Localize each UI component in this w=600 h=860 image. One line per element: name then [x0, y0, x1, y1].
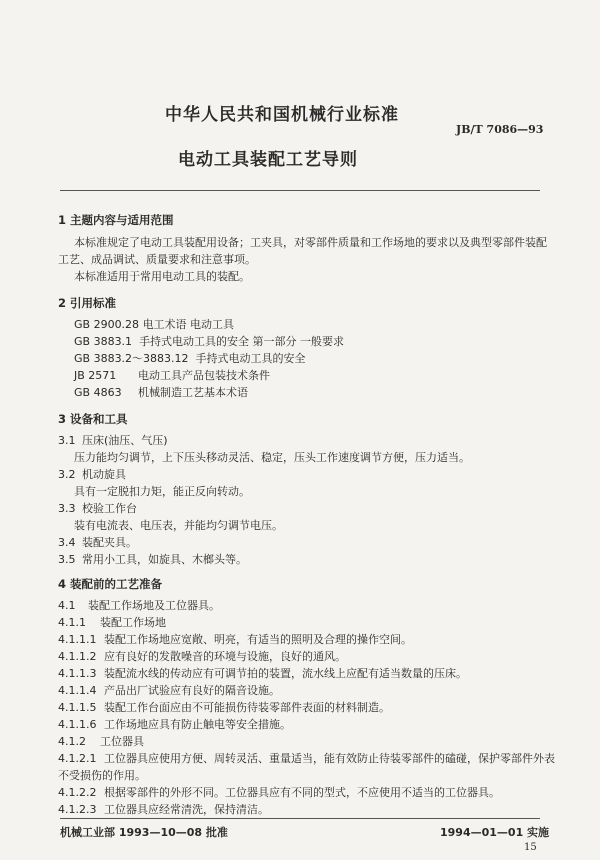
clause-4-1-1-5: 4.1.1.5 装配工作台面应由不可能损伤待装零部件表面的材料制造。 — [58, 701, 390, 714]
clause-3-4: 3.4 装配夹具。 — [58, 536, 137, 549]
clause-3-1-body: 压力能均匀调节，上下压头移动灵活、稳定，压头工作速度调节方便，压力适当。 — [74, 451, 470, 464]
clause-4-1-1-3: 4.1.1.3 装配流水线的传动应有可调节拍的装置，流水线上应配有适当数量的压床。 — [58, 667, 467, 680]
section-4-heading: 4 装配前的工艺准备 — [58, 577, 163, 591]
clause-4-1-2-1-cont: 不受损伤的作用。 — [58, 769, 146, 782]
clause-4-1-2: 4.1.2 工位器具 — [58, 735, 144, 748]
section-1-paragraph-1b: 工艺、成品调试、质量要求和注意事项。 — [58, 253, 256, 266]
clause-3-3-body: 装有电流表、电压表，并能均匀调节电压。 — [74, 519, 283, 532]
header-rule — [60, 190, 540, 191]
footer-rule — [60, 818, 540, 819]
clause-3-2: 3.2 机动旋具 — [58, 468, 126, 481]
reference-item: GB 3883.1 手持式电动工具的安全 第一部分 一般要求 — [74, 335, 345, 348]
section-2-heading: 2 引用标准 — [58, 296, 117, 310]
clause-4-1-1-4: 4.1.1.4 产品出厂试验应有良好的隔音设施。 — [58, 684, 280, 697]
clause-3-2-body: 具有一定脱扣力矩，能正反向转动。 — [74, 485, 250, 498]
clause-4-1-2-1: 4.1.2.1 工位器具应使用方便、周转灵活、重量适当，能有效防止待装零部件的磕碰，保护零部件外表 — [58, 752, 555, 765]
clause-3-3: 3.3 校验工作台 — [58, 502, 137, 515]
reference-item: JB 2571 电动工具产品包装技术条件 — [74, 369, 270, 382]
clause-4-1-1: 4.1.1 装配工作场地 — [58, 616, 166, 629]
document-title: 电动工具装配工艺导则 — [178, 150, 358, 170]
section-1-paragraph-2: 本标准适用于常用电动工具的装配。 — [74, 270, 250, 283]
reference-item: GB 3883.2～3883.12 手持式电动工具的安全 — [74, 352, 306, 365]
section-1-heading: 1 主题内容与适用范围 — [58, 213, 174, 227]
standard-code: JB/T 7086—93 — [456, 123, 544, 136]
effective-date: 1994—01—01 实施 — [440, 826, 550, 839]
section-3-heading: 3 设备和工具 — [58, 412, 128, 426]
clause-4-1: 4.1 装配工作场地及工位器具。 — [58, 599, 220, 612]
clause-4-1-1-6: 4.1.1.6 工作场地应具有防止触电等安全措施。 — [58, 718, 291, 731]
approval-line: 机械工业部 1993—10—08 批准 — [60, 826, 228, 839]
reference-item: GB 4863 机械制造工艺基本术语 — [74, 386, 248, 399]
reference-item: GB 2900.28 电工术语 电动工具 — [74, 318, 235, 331]
clause-4-1-2-3: 4.1.2.3 工位器具应经常清洗，保持清洁。 — [58, 803, 269, 816]
page-number: 15 — [524, 842, 537, 853]
clause-4-1-1-2: 4.1.1.2 应有良好的发散噪音的环境与设施，良好的通风。 — [58, 650, 346, 663]
clause-4-1-2-2: 4.1.2.2 根据零部件的外形不同。工位器具应有不同的型式，不应使用不适当的工位器具。 — [58, 786, 500, 799]
clause-3-1: 3.1 压床(油压、气压) — [58, 434, 168, 447]
standard-category-title: 中华人民共和国机械行业标准 — [165, 105, 399, 125]
clause-4-1-1-1: 4.1.1.1 装配工作场地应宽敞、明亮，有适当的照明及合理的操作空间。 — [58, 633, 412, 646]
section-1-paragraph-1a: 本标准规定了电动工具装配用设备；工夹具，对零部件质量和工作场地的要求以及典型零部件装配 — [74, 236, 547, 249]
clause-3-5: 3.5 常用小工具，如旋具、木榔头等。 — [58, 553, 247, 566]
